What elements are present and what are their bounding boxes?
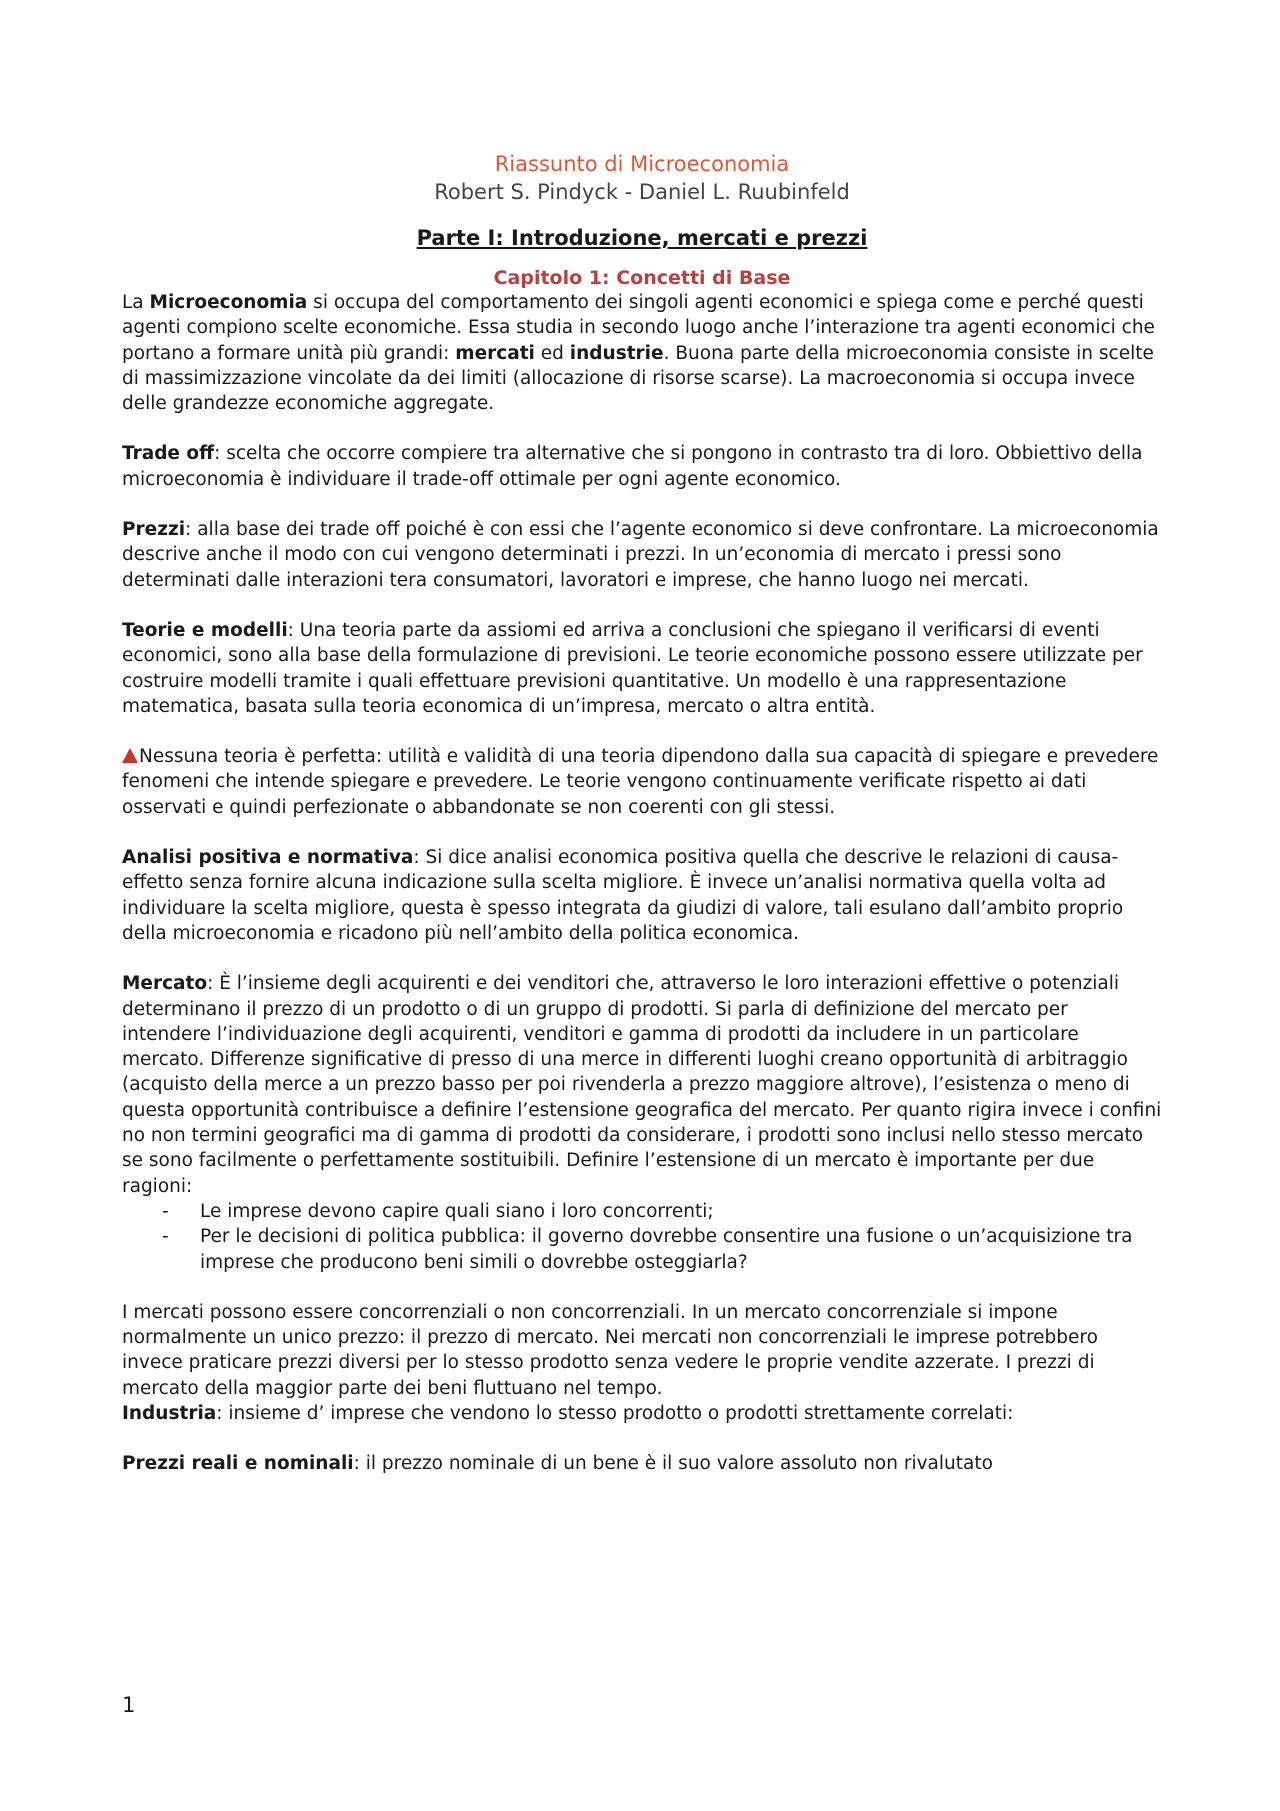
warning-triangle-icon <box>122 748 138 763</box>
paragraph-spacer <box>122 492 1162 517</box>
concorrenza-paragraph <box>122 1300 1162 1401</box>
part-title: Parte I: Introduzione, mercati e prezzi <box>416 226 868 250</box>
intro-text-1: La <box>122 292 150 313</box>
analisi-text: : Si dice analisi economica positiva quella che descrive le relazioni di causa-effetto senza fornire alcuna indicazione sulla scelta migliore. È invece un’analisi normativa quella volta ad individuare la scelta migliore, questa è spesso integrata da giudizi di valore, tali esulano dall’ambito proprio della microeconomia e ricadono più nell’ambito della politica economica. <box>122 847 1124 944</box>
paragraph-spacer <box>122 946 1162 971</box>
warning-paragraph <box>122 744 1162 820</box>
term-prezzi: Prezzi <box>122 519 186 541</box>
document-header <box>122 150 1162 206</box>
prezzi-reali-paragraph <box>122 1451 1162 1476</box>
prezzi-reali-text: : il prezzo nominale di un bene è il suo valore assoluto non rivalutato <box>353 1453 993 1475</box>
trade-off-text: : scelta che occorre compiere tra alternative che si pongono in contrasto tra di loro. Obbiettivo della microeconomia è individuare il trade-off ottimale per ogni agente economico. <box>122 443 1143 490</box>
list-item <box>122 1224 1162 1275</box>
term-mercato: Mercato <box>122 973 208 995</box>
term-trade-off: Trade off <box>122 443 215 465</box>
intro-text-2: si occupa del comportamento dei singoli agenti economici e spiega come e perché questi agenti compiono scelte economiche. Essa studia in secondo luogo anche l’interazione tra agenti economici che portano a formare unità più grandi: <box>122 292 1155 364</box>
intro-text-4: . Buona parte della microeconomia consiste in scelte di massimizzazione vincolate da dei limiti (allocazione di risorse scarse). La macroeconomia si occupa invece delle grandezze economiche aggregate. <box>122 342 1154 415</box>
term-mercati: mercati <box>455 342 535 364</box>
document-title: Riassunto di Microeconomia <box>494 152 790 176</box>
bullet-dash: - <box>162 1200 169 1222</box>
paragraph-spacer <box>122 416 1162 441</box>
paragraph-spacer <box>122 719 1162 744</box>
concorrenza-text: I mercati possono essere concorrenziali o non concorrenziali. In un mercato concorrenziale si impone normalmente un unico prezzo: il prezzo di mercato. Nei mercati non concorrenziali le imprese potrebbero invece praticare prezzi diversi per lo stesso prodotto senza vedere le proprie vendite azzerate. I prezzi di mercato della maggior parte dei beni fluttuano nel tempo. <box>122 1301 1098 1399</box>
mercato-text: : È l’insieme degli acquirenti e dei venditori che, attraverso le loro interazioni effettive o potenziali determinano il prezzo di un prodotto o di un gruppo di prodotti. Si parla di definizione del mercato per intendere l’individuazione degli acquirenti, venditori e gamma di prodotti da includere in un particolare mercato. Differenze significative di presso di una merce in differenti luoghi creano opportunità di arbitraggio (acquisto della merce a un prezzo basso per poi rivenderla a prezzo maggiore altrove), l’esistenza o meno di questa opportunità contribuisce a definire l’estensione geografica del mercato. Per quanto rigira invece i confini no non termini geografici ma di gamma di prodotti da considerare, i prodotti sono inclusi nello stesso mercato se sono facilmente o perfettamente sostituibili. Definire l’estensione di un mercato è importante per due ragioni: <box>122 973 1162 1197</box>
trade-off-paragraph <box>122 441 1162 492</box>
chapter-title: Capitolo 1: Concetti di Base <box>493 267 791 289</box>
list-item-text: Le imprese devono capire quali siano i loro concorrenti; <box>200 1200 714 1222</box>
intro-paragraph <box>122 290 1162 416</box>
document-authors: Robert S. Pindyck - Daniel L. Ruubinfeld <box>434 180 850 204</box>
analisi-paragraph <box>122 845 1162 946</box>
paragraph-spacer <box>122 1275 1162 1300</box>
prezzi-text: : alla base dei trade off poiché è con essi che l’agente economico si deve confrontare. La microeconomia descrive anche il modo con cui vengono determinati i prezzi. In un’economia di mercato i pressi sono determinati dalle interazioni tera consumatori, lavoratori e imprese, che hanno luogo nei mercati. <box>122 519 1159 591</box>
industria-text: : insieme d’ imprese che vendono lo stesso prodotto o prodotti strettamente correlati: <box>216 1402 1014 1424</box>
list-item <box>122 1199 1162 1224</box>
bullet-dash: - <box>162 1226 169 1248</box>
mercato-paragraph <box>122 971 1162 1199</box>
mercato-bullet-list <box>122 1199 1162 1275</box>
term-prezzi-reali-nominali: Prezzi reali e nominali <box>122 1453 354 1475</box>
paragraph-spacer <box>122 593 1162 618</box>
teorie-paragraph <box>122 618 1162 719</box>
document-body <box>122 290 1162 1477</box>
term-microeconomia: Microeconomia <box>149 292 308 313</box>
teorie-text: : Una teoria parte da assiomi ed arriva a conclusioni che spiegano il verificarsi di eventi economici, sono alla base della formulazione di previsioni. Le teorie economiche possono essere utilizzate per costruire modelli tramite i quali effettuare previsioni quantitative. Un modello è una rappresentazione matematica, basata sulla teoria economica di un’impresa, mercato o altra entità. <box>122 619 1143 717</box>
paragraph-spacer <box>122 1426 1162 1451</box>
intro-text-3: ed <box>534 342 570 364</box>
prezzi-paragraph <box>122 517 1162 593</box>
industria-paragraph <box>122 1401 1162 1426</box>
list-item-text: Per le decisioni di politica pubblica: il governo dovrebbe consentire una fusione o un’acquisizione tra imprese che producono beni simili o dovrebbe osteggiarla? <box>200 1226 1133 1273</box>
document-page <box>122 150 1162 1477</box>
page-number: 1 <box>122 1693 136 1717</box>
warning-text: Nessuna teoria è perfetta: utilità e validità di una teoria dipendono dalla sua capacità di spiegare e prevedere fenomeni che intende spiegare e prevedere. Le teorie vengono continuamente verificate rispetto ai dati osservati e quindi perfezionate o abbandonate se non coerenti con gli stessi. <box>122 746 1159 818</box>
term-analisi-positiva-normativa: Analisi positiva e normativa <box>122 847 414 869</box>
term-industria: Industria <box>122 1402 217 1424</box>
paragraph-spacer <box>122 820 1162 845</box>
term-industrie: industrie <box>569 342 664 364</box>
term-teorie-e-modelli: Teorie e modelli <box>122 619 288 641</box>
